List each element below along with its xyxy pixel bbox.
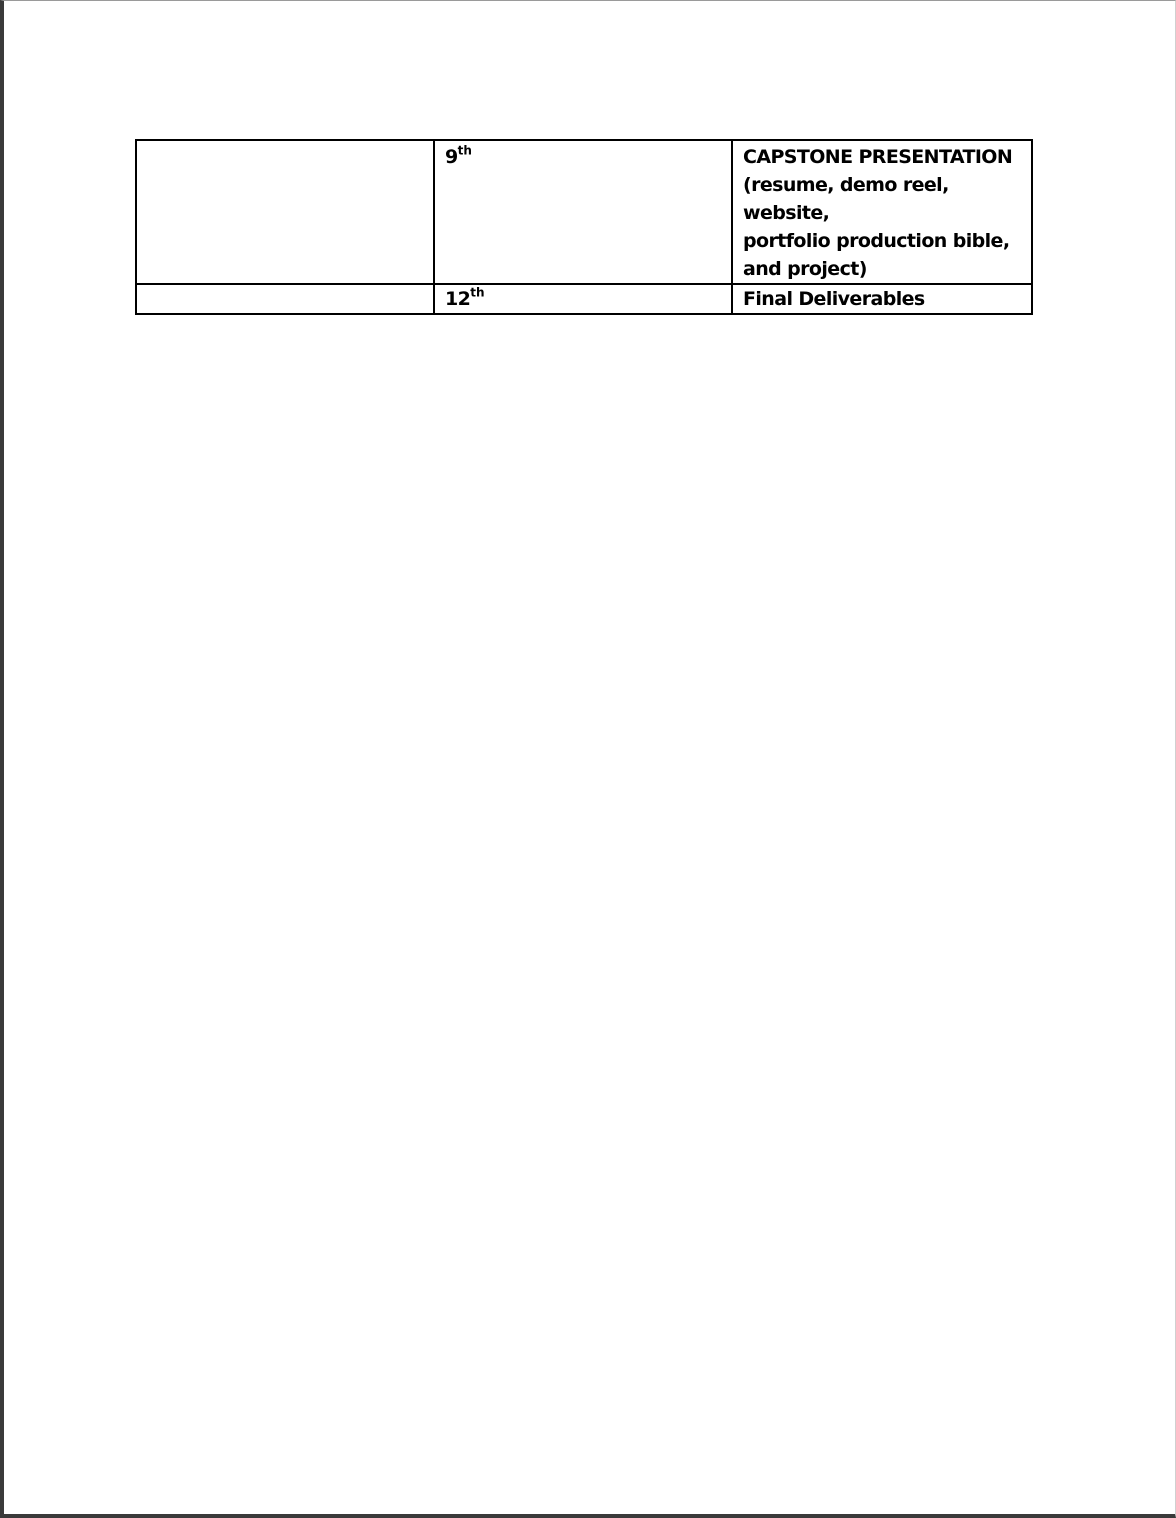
- day-suffix: th: [470, 285, 485, 300]
- event-line: (resume, demo reel, website,: [743, 174, 949, 224]
- event-cell: [732, 284, 1032, 314]
- day-cell: [434, 140, 732, 284]
- table-row: [136, 140, 1032, 284]
- event-line: CAPSTONE PRESENTATION: [743, 146, 1013, 168]
- schedule-table: [135, 139, 1033, 315]
- table-cell-empty: [136, 140, 434, 284]
- event-line: Final Deliverables: [743, 288, 925, 310]
- event-cell: [732, 140, 1032, 284]
- table-cell-empty: [136, 284, 434, 314]
- table-row: [136, 284, 1032, 314]
- event-line: and project): [743, 258, 867, 280]
- event-line: portfolio production bible,: [743, 230, 1010, 252]
- day-number: 12: [445, 288, 471, 310]
- day-cell: [434, 284, 732, 314]
- day-number: 9: [445, 146, 458, 168]
- day-suffix: th: [457, 143, 472, 158]
